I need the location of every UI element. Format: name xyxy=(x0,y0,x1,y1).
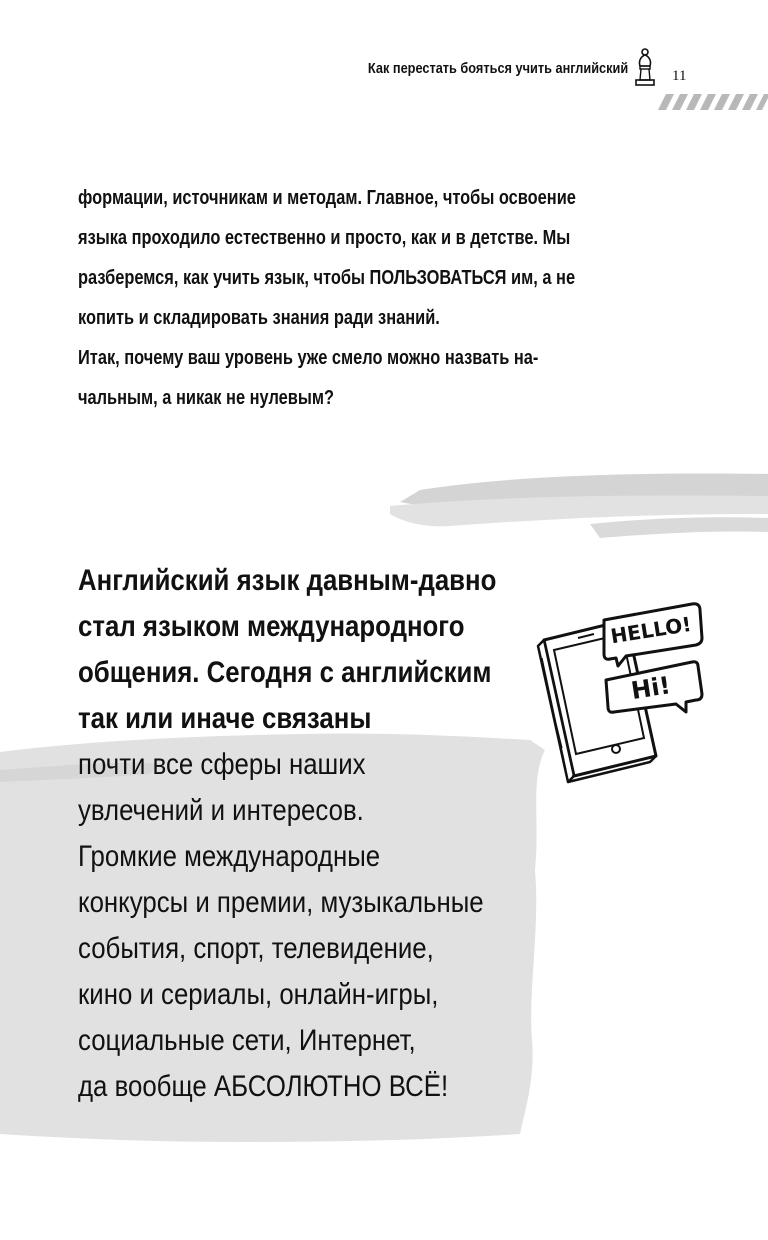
body-line: копить и складировать знания ради знаний. xyxy=(78,307,440,329)
bubble-hi-text: Hi! xyxy=(629,671,673,705)
body-line: Итак, почему ваш уровень уже смело можно назвать на- xyxy=(78,347,539,369)
callout-bold-line: стал языком международного xyxy=(78,610,465,643)
body-line: языка проходило естественно и просто, как и в детстве. Мы xyxy=(78,227,571,249)
body-line: разберемся, как учить язык, чтобы ПОЛЬЗОВАТЬСЯ им, а не xyxy=(78,267,576,289)
body-paragraph xyxy=(78,178,678,418)
callout-line: почти все сферы наших xyxy=(78,748,366,781)
callout-line: события, спорт, телевидение, xyxy=(78,932,434,965)
bubble-hello-text: HELLO! xyxy=(608,611,693,649)
callout-line: кино и сериалы, онлайн-игры, xyxy=(78,978,439,1011)
running-header-title: Как перестать бояться учить английский xyxy=(367,60,628,77)
hatch-stripes-decoration xyxy=(658,94,768,110)
callout-line: да вообще АБСОЛЮТНО ВСЁ! xyxy=(78,1070,449,1103)
callout-bold-line: Английский язык давным-давно xyxy=(78,564,497,597)
brush-stroke-top xyxy=(390,468,768,548)
body-line: формации, источникам и методам. Главное, чтобы освоение xyxy=(78,187,576,209)
callout-line: конкурсы и премии, музыкальные xyxy=(78,886,484,919)
running-header xyxy=(322,60,628,77)
callout-line: Громкие международные xyxy=(78,840,381,873)
body-line: чальным, а никак не нулевым? xyxy=(78,387,335,409)
speech-bubble-hello xyxy=(604,604,702,666)
callout-bold-line: так или иначе связаны xyxy=(78,702,372,735)
callout-bold-line: общения. Сегодня с английским xyxy=(78,656,492,689)
smartphone-chat-illustration xyxy=(530,598,710,788)
callout-line: увлечений и интересов. xyxy=(78,794,364,827)
chess-bishop-icon xyxy=(632,48,658,88)
callout-line: социальные сети, Интернет, xyxy=(78,1024,416,1057)
callout-text xyxy=(78,558,565,1110)
page-number: 11 xyxy=(672,68,687,84)
